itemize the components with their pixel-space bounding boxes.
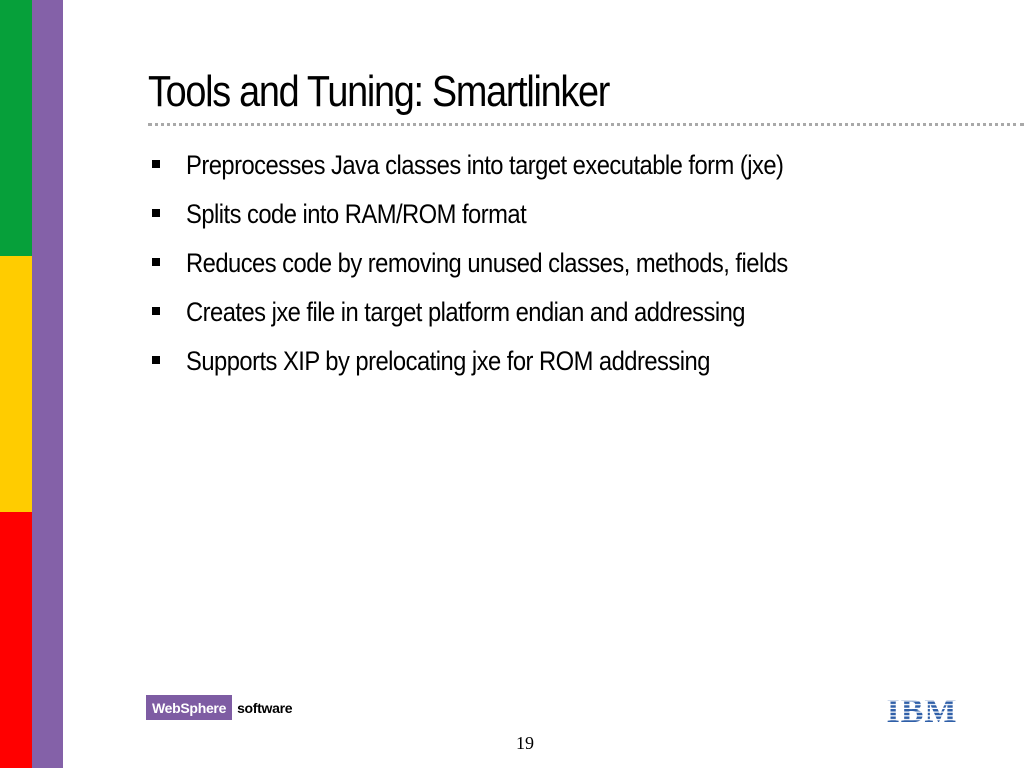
square-bullet-icon (152, 209, 160, 217)
bullet-text: Reduces code by removing unused classes, methods, fields (186, 248, 788, 278)
page-number: 19 (516, 733, 534, 753)
title-divider (148, 123, 1024, 126)
yellow-stripe (0, 256, 32, 512)
bullet-text: Splits code into RAM/ROM format (186, 199, 527, 229)
square-bullet-icon (152, 307, 160, 315)
square-bullet-icon (152, 356, 160, 364)
square-bullet-icon (152, 160, 160, 168)
purple-stripe (32, 0, 63, 768)
bullet-text: Creates jxe file in target platform endian and addressing (186, 297, 745, 327)
square-bullet-icon (152, 258, 160, 266)
websphere-brand (146, 695, 292, 720)
bullet-text: Supports XIP by prelocating jxe for ROM addressing (186, 346, 710, 376)
websphere-label: WebSphere (146, 695, 232, 720)
ibm-logo-icon (884, 694, 960, 724)
bullet-text: Preprocesses Java classes into target executable form (jxe) (186, 150, 784, 180)
green-stripe (0, 0, 32, 256)
red-stripe (0, 512, 32, 768)
software-label: software (237, 699, 293, 716)
slide-title: Tools and Tuning: Smartlinker (148, 67, 610, 116)
